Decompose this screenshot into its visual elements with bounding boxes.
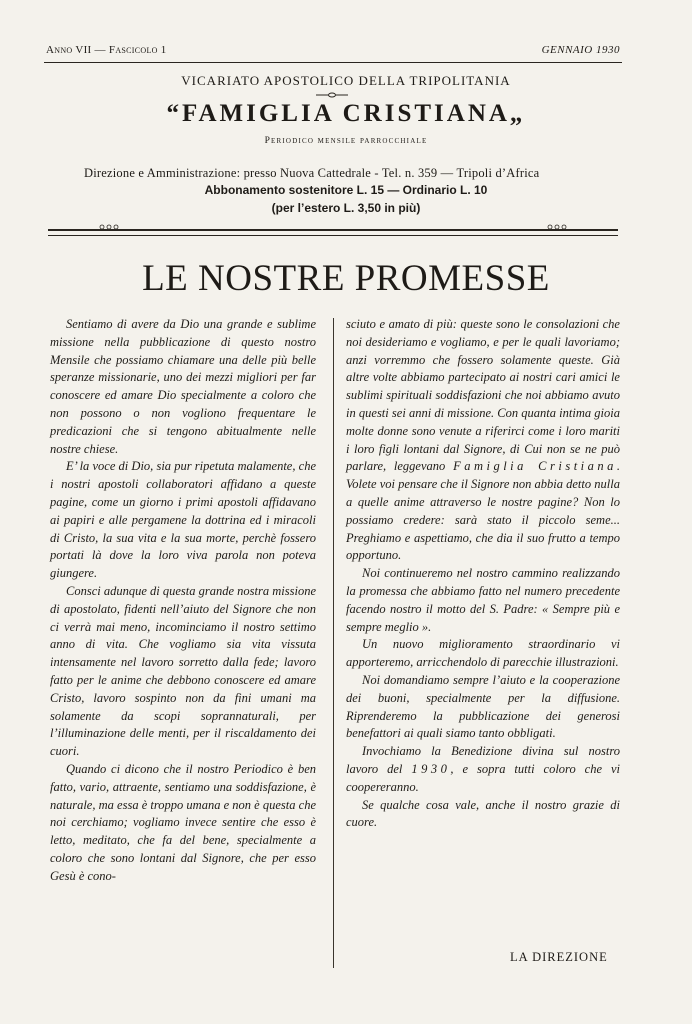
paragraph-text: Invochiamo la Benedizione divina sul nostro lavoro del — [346, 744, 620, 776]
article-column-right — [346, 316, 620, 832]
masthead-title: “FAMIGLIA CRISTIANA„ — [166, 100, 526, 127]
issue-number: Anno VII — Fascicolo 1 — [46, 44, 167, 56]
paragraph-text: . Volete voi pensare che il Signore non abbia detto nulla a quelle anime attraverso le nostre pagine? Non lo possiamo credere: sarà stato il piccolo seme... Preghiamo e aspettiamo, che dia il suo frutto a tempo opportuno. — [346, 459, 621, 563]
paragraph-text: , e sopra tutti coloro che vi coopereranno. — [346, 761, 620, 794]
year-spaced: 1930 — [411, 761, 451, 776]
issue-date: GENNAIO 1930 — [541, 44, 620, 56]
article-paragraph: Un nuovo miglioramento straordinario vi apporteremo, arricchendolo di parecchie illustrazioni. — [346, 637, 620, 670]
magazine-name-spaced: Famiglia Cristiana — [453, 459, 617, 474]
top-rule — [44, 62, 622, 63]
rule-ornament-icon — [98, 224, 120, 230]
article-paragraph — [346, 743, 620, 796]
rule-ornament-icon — [546, 224, 568, 230]
ornament-icon — [316, 92, 348, 98]
issue-line — [46, 44, 620, 56]
article-paragraph: E’ la voce di Dio, sia pur ripetuta malamente, che i nostri apostoli collaboratori affidano a queste pagine, come un giorno i primi apostoli affidavano ai papiri e alle pergamene la dottrina ed i miracoli di Cristo, la sua vita e la sua morte, perchè fossero portati là dove la loro viva parola non poteva giungere. — [50, 459, 316, 581]
article-paragraph: Noi domandiamo sempre l’aiuto e la cooperazione dei buoni, specialmente per la diffusione. Riprenderemo la pubblicazione dei generosi benefattori ai quali siamo tanto obbligati. — [346, 672, 620, 741]
foreign-subscription-line: (per l’estero L. 3,50 in più) — [271, 201, 421, 215]
article-paragraph: Consci adunque di questa grande nostra missione di apostolato, fidenti nell’aiuto del Signore che non ci verrà mai meno, incominciamo il nostro settimo anno di vita. Che vogliamo sia vita vissuta intensamente nel lavoro sorretto dalla fede; lavoro fatto per le anime che debbono conoscere ed amare Cristo, lavoro sospinto non da fini umani ma solamente da scopi soprannaturali, per l’illuminazione delle menti, per il riscaldamento dei cuori. — [50, 583, 316, 759]
header-double-rule — [48, 229, 618, 236]
address-line: Direzione e Amministrazione: presso Nuova Cattedrale - Tel. n. 359 — Tripoli d’Africa — [84, 166, 540, 180]
subscription-line: Abbonamento sostenitore L. 15 — Ordinario L. 10 — [204, 183, 488, 197]
article-paragraph — [346, 316, 620, 565]
article-paragraph: Noi continueremo nel nostro cammino realizzando la promessa che abbiamo fatto nel numero precedente facendo nostro il motto del S. Padre: « Sempre più e sempre meglio ». — [346, 566, 620, 634]
article-paragraph: Se qualche cosa vale, anche il nostro grazie di cuore. — [346, 797, 620, 830]
paragraph-text: sciuto e amato di più: queste sono le consolazioni che noi desideriamo e vogliamo, e per le quali lavoriamo; anzi vorremmo che fossero solamente queste. Già altre volte abbiamo partecipato ai nostri cari amici le sublimi spirituali soddisfazioni che noi abbiamo avuto in questi sei anni di missione. Con quanta intima gioia molte donne sono venute a riferirci come i loro mariti i loro figli lontani dal Signore, di Cui non se ne può parlare, leggevano — [346, 317, 620, 474]
masthead-subtitle: Periodico mensile parrocchiale — [264, 136, 428, 146]
article-paragraph: Quando ci dicono che il nostro Periodico è ben fatto, vario, attraente, sentiamo una soddisfazione, è naturale, ma essa è troppo umana e non è questa che noi cerchiamo; vogliamo invece sentire che esso è letto, meditato, che fa del bene, specialmente a coloro che sono lontani dal Signore, che per esso Gesù è cono- — [50, 761, 316, 883]
column-divider — [333, 318, 334, 968]
article-column-left — [50, 316, 316, 886]
publisher-line: VICARIATO APOSTOLICO DELLA TRIPOLITANIA — [181, 73, 511, 88]
article-title: LE NOSTRE PROMESSE — [142, 258, 550, 299]
article-signature: LA DIREZIONE — [510, 950, 608, 964]
article-paragraph: Sentiamo di avere da Dio una grande e sublime missione nella pubblicazione di questo nostro Mensile che possiamo chiamare una delle più belle speranze missionarie, uno dei mezzi migliori per far conoscere ed amare Dio specialmente a coloro che non possono o non vogliono frequentare le predicazioni che si tengono abitualmente nelle nostre chiese. — [50, 317, 316, 456]
